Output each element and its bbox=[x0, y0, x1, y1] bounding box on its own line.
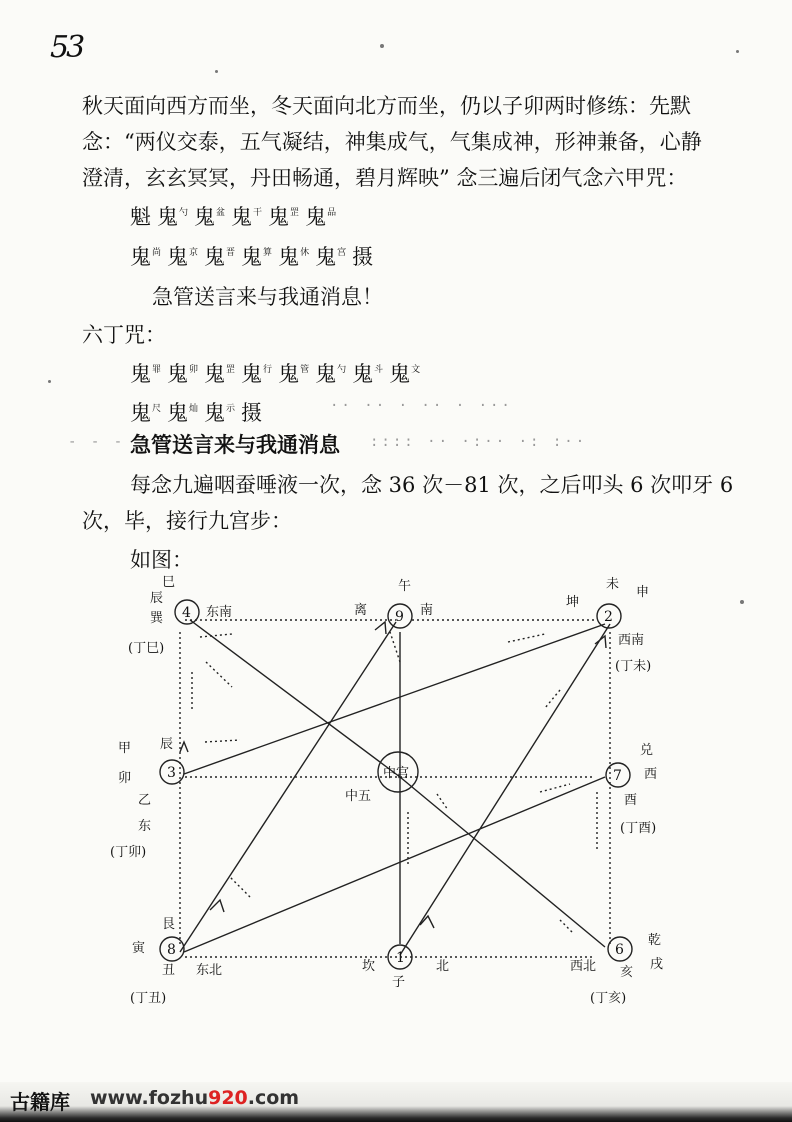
spell-glyph bbox=[241, 355, 272, 389]
palace-trigram: 乾 bbox=[648, 933, 662, 948]
arrow-mark bbox=[180, 742, 188, 752]
spell-char: 鬼 bbox=[204, 362, 226, 386]
line-4-center bbox=[190, 620, 400, 777]
palace-num: 1 bbox=[396, 950, 405, 966]
palace-trigram: 艮 bbox=[162, 917, 176, 932]
liujia-line-1 bbox=[130, 198, 342, 232]
dotted-arrow bbox=[508, 634, 545, 642]
palace-branch: 甲 bbox=[118, 741, 132, 756]
spell-char: 鬼 bbox=[194, 205, 216, 229]
paragraph-2 bbox=[82, 467, 732, 539]
footer-brand: 古籍库 bbox=[10, 1090, 70, 1114]
spell-char: 鬼 bbox=[352, 362, 374, 386]
liuding-line-1 bbox=[130, 355, 426, 389]
spell-glyph bbox=[130, 202, 151, 232]
spell-superscript: 卯 bbox=[189, 365, 199, 375]
line-1-2 bbox=[400, 624, 610, 955]
dotted-arrow bbox=[390, 632, 400, 662]
spell-glyph bbox=[231, 198, 262, 232]
footer-url[interactable] bbox=[90, 1087, 299, 1109]
palace-dir: 东北 bbox=[196, 963, 223, 978]
spell-glyph bbox=[157, 198, 188, 232]
palace-trigram: 卯 bbox=[118, 771, 132, 786]
palace-dir: 西北 bbox=[570, 959, 597, 974]
spell-glyph bbox=[315, 238, 346, 272]
page-number: 53 bbox=[50, 30, 83, 65]
spell-char: 鬼 bbox=[278, 245, 300, 269]
dotted-arrow bbox=[540, 784, 570, 792]
palace-dir: 西南 bbox=[618, 633, 645, 648]
spell-superscript: 行 bbox=[263, 365, 273, 375]
spell-glyph bbox=[268, 198, 299, 232]
spell-char: 摄 bbox=[352, 245, 374, 269]
footer-url-highlight: 920 bbox=[208, 1087, 248, 1109]
palace-num: 6 bbox=[615, 942, 624, 958]
spell-glyph bbox=[389, 355, 420, 389]
spell-superscript: 盆 bbox=[216, 208, 226, 218]
spell-char: 鬼 bbox=[315, 362, 337, 386]
palace-trigram: 巽 bbox=[150, 611, 164, 626]
palace-ding: (丁卯) bbox=[110, 845, 147, 860]
spell-superscript: 尺 bbox=[152, 404, 162, 414]
dotted-arrow bbox=[200, 634, 232, 637]
palace-dir: 西 bbox=[644, 767, 658, 782]
palace-trigram: 坤 bbox=[566, 595, 580, 610]
palace-branch: 未 bbox=[606, 577, 620, 592]
spell-glyph bbox=[167, 394, 198, 428]
palace-num: 3 bbox=[167, 765, 176, 781]
palace-ding: (丁未) bbox=[615, 659, 652, 674]
spell-glyph bbox=[278, 355, 309, 389]
spell-char: 魁 bbox=[130, 205, 151, 229]
spell-superscript: 文 bbox=[411, 365, 421, 375]
palace-ding: (丁酉) bbox=[620, 821, 657, 836]
spell-glyph bbox=[130, 355, 161, 389]
spell-char: 鬼 bbox=[204, 401, 226, 425]
palace-dir: 东 bbox=[138, 819, 152, 834]
paragraph-line: 次，毕，接行九宫步： bbox=[82, 509, 292, 533]
palace-ding: (丁巳) bbox=[128, 641, 165, 656]
spell-glyph bbox=[204, 355, 235, 389]
spell-glyph bbox=[352, 242, 373, 272]
palace-branch: 辰 bbox=[150, 591, 164, 606]
dotted-arrow bbox=[206, 662, 232, 687]
spell-char: 鬼 bbox=[231, 205, 253, 229]
scan-noise: ·· ·· · ·· · ··· bbox=[330, 398, 513, 414]
spell-superscript: 休 bbox=[300, 248, 310, 258]
scan-speck bbox=[740, 600, 744, 604]
scan-speck bbox=[215, 70, 218, 73]
spell-char: 鬼 bbox=[130, 362, 151, 386]
spell-char: 鬼 bbox=[241, 362, 263, 386]
spell-superscript: 罡 bbox=[290, 208, 300, 218]
spell-superscript: 晋 bbox=[226, 248, 236, 258]
palace-ding: (丁丑) bbox=[130, 991, 167, 1006]
arrow-mark bbox=[420, 916, 434, 928]
scan-speck bbox=[48, 380, 51, 383]
paragraph-line: 每念九遍咽蚕唾液一次，念 36 次－81 次，之后叩头 6 次叩牙 6 bbox=[130, 473, 734, 497]
paragraph-line: 秋天面向西方而坐，冬天面向北方而坐，仍以子卯两时修练：先默 bbox=[82, 94, 691, 118]
spell-char: 鬼 bbox=[167, 362, 189, 386]
palace-ding: (丁亥) bbox=[590, 991, 627, 1006]
spell-superscript: 宫 bbox=[337, 248, 347, 258]
spell-char: 鬼 bbox=[130, 401, 151, 425]
palace-dir: 中五 bbox=[345, 789, 372, 804]
spell-glyph bbox=[204, 238, 235, 272]
spell-glyph bbox=[315, 355, 346, 389]
palace-branch: 申 bbox=[636, 585, 650, 600]
palace-branch: 亥 bbox=[620, 965, 634, 980]
liuding-closing: 急管送言来与我通消息 bbox=[130, 432, 340, 457]
liuding-title: 六丁咒： bbox=[82, 323, 166, 347]
spell-char: 鬼 bbox=[167, 245, 189, 269]
liujia-closing: 急管送言来与我通消息！ bbox=[152, 285, 383, 309]
spell-glyph bbox=[241, 238, 272, 272]
spell-glyph bbox=[130, 238, 161, 272]
spell-char: 鬼 bbox=[305, 205, 327, 229]
scan-noise: - - - bbox=[68, 434, 126, 450]
palace-branch: 戌 bbox=[650, 957, 664, 972]
spell-char: 鬼 bbox=[268, 205, 290, 229]
liujia-line-2 bbox=[130, 238, 379, 272]
spell-superscript: 算 bbox=[263, 248, 273, 258]
spell-glyph bbox=[167, 355, 198, 389]
spell-char: 鬼 bbox=[157, 205, 178, 229]
spell-glyph bbox=[241, 398, 262, 428]
spell-glyph bbox=[278, 238, 309, 272]
spell-glyph bbox=[194, 198, 225, 232]
palace-trigram: 离 bbox=[354, 603, 368, 618]
figure-caption: 如图： bbox=[130, 548, 193, 572]
spell-superscript: 干 bbox=[253, 208, 263, 218]
palace-dir: 东南 bbox=[206, 605, 233, 620]
spell-superscript: 罪 bbox=[152, 365, 162, 375]
scan-speck bbox=[380, 44, 384, 48]
palace-num: 9 bbox=[395, 609, 404, 625]
spell-glyph bbox=[352, 355, 383, 389]
spell-char: 鬼 bbox=[167, 401, 189, 425]
scan-noise: :::: ·· ·:·· ·: :·· bbox=[370, 434, 588, 450]
spell-char: 鬼 bbox=[241, 245, 263, 269]
dotted-arrow bbox=[205, 740, 240, 742]
spell-superscript: 品 bbox=[327, 208, 337, 218]
spell-glyph bbox=[204, 394, 235, 428]
spell-superscript: 罡 bbox=[226, 365, 236, 375]
spell-glyph bbox=[167, 238, 198, 272]
footer-url-part: .com bbox=[247, 1087, 300, 1109]
arrow-mark bbox=[375, 622, 386, 634]
palace-dir: 北 bbox=[436, 959, 450, 974]
palace-branch: 丑 bbox=[162, 963, 176, 978]
dotted-arrow bbox=[437, 794, 448, 810]
palace-branch: 寅 bbox=[132, 941, 146, 956]
spell-superscript: 勺 bbox=[337, 365, 347, 375]
spell-superscript: 京 bbox=[189, 248, 199, 258]
dotted-arrow bbox=[230, 877, 250, 897]
spell-superscript: 勺 bbox=[179, 208, 189, 218]
palace-branch: 子 bbox=[392, 975, 406, 990]
line-8-7 bbox=[184, 777, 605, 952]
liuding-line-2 bbox=[130, 394, 268, 428]
spell-glyph bbox=[305, 198, 336, 232]
palace-branch: 酉 bbox=[624, 793, 638, 808]
palace-extra: 乙 bbox=[138, 793, 152, 808]
scan-speck bbox=[736, 50, 739, 53]
spell-char: 鬼 bbox=[389, 362, 411, 386]
palace-num: 中宫 bbox=[383, 766, 410, 781]
spell-char: 鬼 bbox=[315, 245, 337, 269]
palace-branch: 巳 bbox=[162, 575, 176, 590]
palace-branch: 午 bbox=[398, 579, 412, 594]
spell-char: 鬼 bbox=[130, 245, 151, 269]
paragraph-1 bbox=[82, 88, 732, 196]
dotted-arrow bbox=[560, 920, 572, 932]
spell-superscript: 灿 bbox=[189, 404, 199, 414]
spell-char: 摄 bbox=[241, 401, 263, 425]
palace-trigram: 兑 bbox=[640, 743, 654, 758]
palace-num: 4 bbox=[182, 605, 191, 621]
paragraph-line: 念：“两仪交泰，五气凝结，神集成气，气集成神，形神兼备，心静 bbox=[82, 130, 702, 154]
spell-superscript: 尚 bbox=[152, 248, 162, 258]
spell-superscript: 斗 bbox=[374, 365, 384, 375]
spell-glyph bbox=[130, 394, 161, 428]
spell-superscript: 示 bbox=[226, 404, 236, 414]
palace-num: 8 bbox=[167, 942, 176, 958]
palace-dir: 南 bbox=[420, 603, 434, 618]
line-8-9 bbox=[180, 622, 396, 952]
footer-url-part: www.fozhu bbox=[90, 1087, 209, 1109]
palace-branch: 辰 bbox=[160, 737, 174, 752]
palace-num: 7 bbox=[613, 768, 622, 784]
palace-num: 2 bbox=[604, 609, 613, 625]
palace-trigram: 坎 bbox=[362, 959, 376, 974]
spell-char: 鬼 bbox=[278, 362, 300, 386]
spell-superscript: 管 bbox=[300, 365, 310, 375]
paragraph-line: 澄清，玄玄冥冥，丹田畅通，碧月辉映” 念三遍后闭气念六甲咒： bbox=[82, 166, 688, 190]
spell-char: 鬼 bbox=[204, 245, 226, 269]
nine-palace-diagram bbox=[100, 572, 700, 1012]
